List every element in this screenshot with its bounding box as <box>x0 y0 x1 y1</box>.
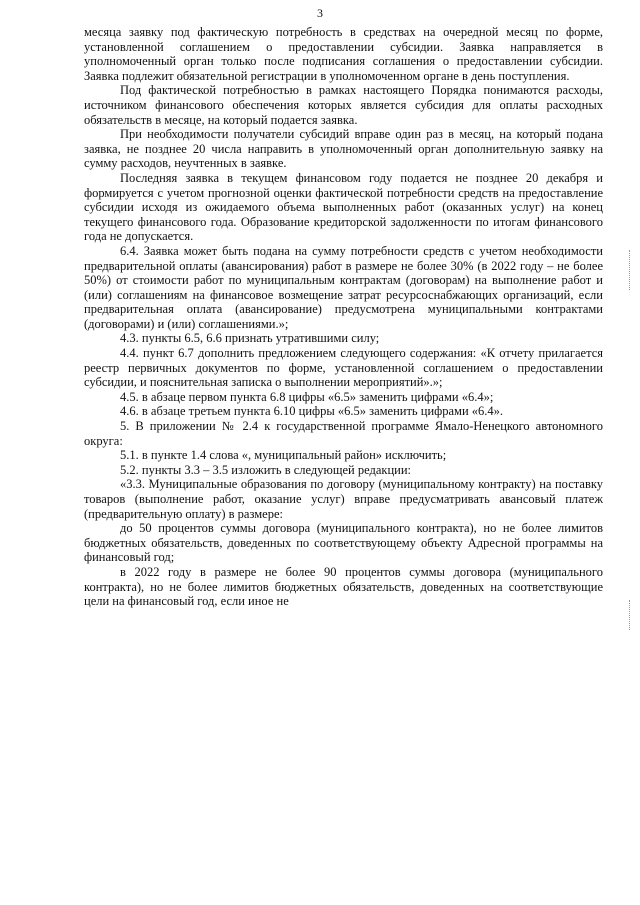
paragraph: 5. В приложении № 2.4 к государственной программе Ямало-Ненецкого автономного округа: <box>84 419 603 448</box>
paragraph: 5.1. в пункте 1.4 слова «, муниципальный район» исключить; <box>120 448 447 463</box>
paragraph: в 2022 году в размере не более 90 процентов суммы договора (муниципального контракта), но не более лимитов бюджетных обязательств, доведенных на соответствующие цели на финансовый год, если иное не <box>84 564 603 609</box>
paragraph: 4.4. пункт 6.7 дополнить предложением следующего содержания: «К отчету прилагается реестр первичных документов по форме, установленной соглашением о предоставлении субсидии, и пояснительная записка о выполнении мероприятий».»; <box>84 346 603 390</box>
paragraph: месяца заявку под фактическую потребность в средствах на очередной месяц по форме, установленной соглашением о предоставлении субсидии. Заявка направляется в уполномоченный орган только после подписания соглашения о предоставлении субсидии. Заявка подлежит обязательной регистрации в уполномоченном органе в день поступления. <box>84 25 603 83</box>
paragraph: 4.6. в абзаце третьем пункта 6.10 цифры «6.5» заменить цифрами «6.4». <box>120 404 504 419</box>
paragraph: Под фактической потребностью в рамках настоящего Порядка понимаются расходы, источником финансового обеспечения которых является субсидия для оплаты расходных обязательств в месяце, на который подается заявка. <box>84 83 603 127</box>
scan-edge-mark <box>629 250 636 290</box>
paragraph: При необходимости получатели субсидий вправе один раз в месяц, на который подана заявка, не позднее 20 числа направить в уполномоченный орган дополнительную заявку на сумму расходов, неучтенных в заявке. <box>84 127 603 171</box>
paragraph: до 50 процентов суммы договора (муниципального контракта), но не более лимитов бюджетных обязательств, доведенных по соответствующему объекту Адресной программы на финансовый год; <box>84 521 603 565</box>
document-body <box>84 25 603 609</box>
scan-edge-mark <box>629 600 636 630</box>
paragraph: 6.4. Заявка может быть подана на сумму потребности средств с учетом необходимости предварительной оплаты (авансирования) работ в размере не более 30% (в 2022 году – не более 50%) от стоимости работ по муниципальным контрактам (договорам) на выполнение работ и (или) соглашениям на финансовое возмещение затрат ресурсоснабжающих организаций, если предварительная оплата (авансирование) предусмотрена муниципальными контрактами (договорами) и (или) соглашениями.»; <box>84 243 603 331</box>
paragraph: 5.2. пункты 3.3 – 3.5 изложить в следующей редакции: <box>120 462 411 477</box>
paragraph: Последняя заявка в текущем финансовом году подается не позднее 20 декабря и формируется с учетом прогнозной оценки фактической потребности средств на предоставление субсидии исходя из ожидаемого объема выполненных работ (оказанных услуг) на конец текущего финансового года. Образование кредиторской задолженности по итогам финансового года не допускается. <box>84 170 603 244</box>
paragraph: 4.3. пункты 6.5, 6.6 признать утратившими силу; <box>120 331 380 346</box>
paragraph: «3.3. Муниципальные образования по договору (муниципальному контракту) на поставку товаров (выполнение работ, оказание услуг) вправе предусматривать авансовый платеж (предварительную оплату) в размере: <box>84 477 603 521</box>
paragraph: 4.5. в абзаце первом пункта 6.8 цифры «6.5» заменить цифрами «6.4»; <box>120 389 494 404</box>
page-number: 3 <box>317 6 323 20</box>
